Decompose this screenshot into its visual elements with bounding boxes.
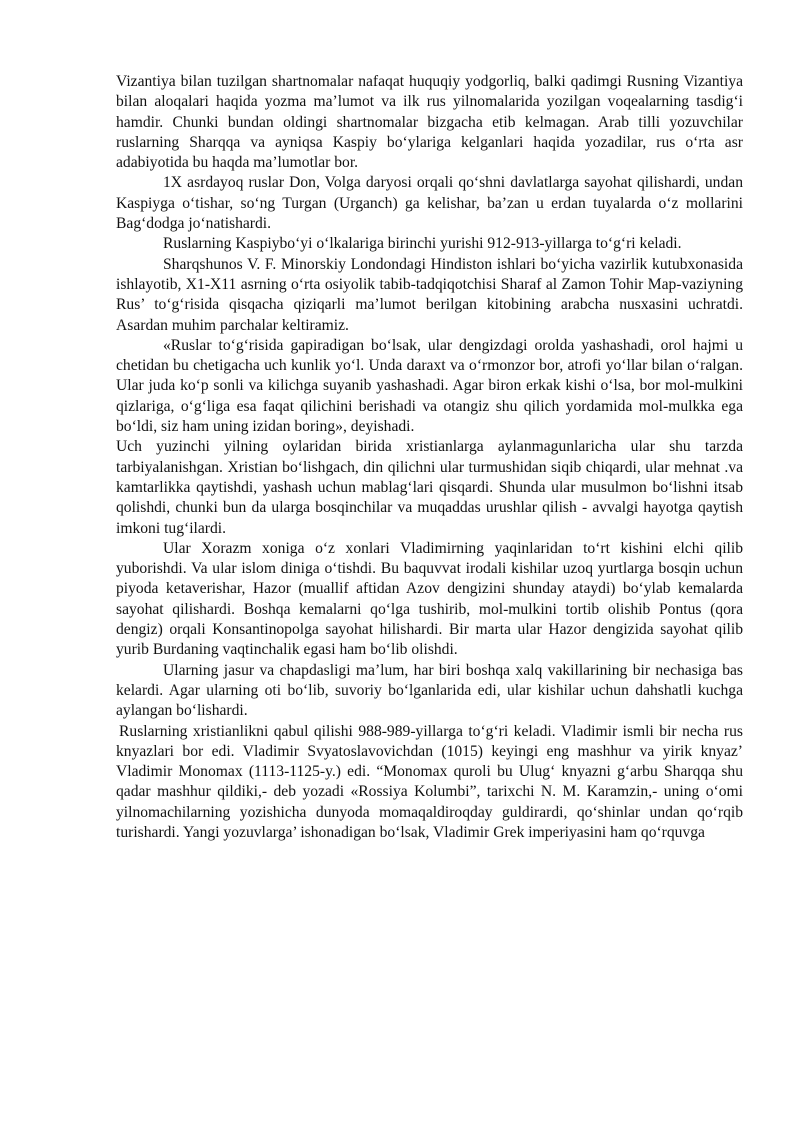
paragraph: Sharqshunos V. F. Minorskiy Londondagi Hindiston ishlari bo‘yicha vazirlik kutubxonasida ishlayotib, X1-X11 asrning o‘rta osiyolik tabib-tadqiqotchisi Sharaf al Zamon Tohir Map-vaziyning Rus’ to‘g‘risida qisqacha qiziqarli ma’lumot berilgan kitobining arabcha nusxasini uchratdi. Asardan muhim parchalar keltiramiz. [116,255,743,334]
paragraph: Ularning jasur va chapdasligi ma’lum, har biri boshqa xalq vakillarining bir nechasiga bas kelardi. Agar ularning oti bo‘lib, suvoriy bo‘lganlarida edi, ular kishilar uchun dahshatli kuchga aylangan bo‘lishardi. [116,661,743,720]
paragraph: Uch yuzinchi yilning oylaridan birida xristianlarga aylanmagunlaricha ular shu tarzda tarbiyalanishgan. Xristian bo‘lishgach, din qilichni ular turmushidan siqib chiqardi, ular mehnat .va kamtarlikka qaytishdi, yashash uchun mablag‘lari qisqardi. Shunda ular musulmon bo‘lishni itsab qolishdi, chunki bun da ularga bosqinchilar va muqaddas urushlar qilish - avvalgi hayotga qaytish imkoni tug‘ilardi. [116,438,743,537]
paragraph: 1X asrdayoq ruslar Don, Volga daryosi orqali qo‘shni davlatlarga sayohat qilishardi, undan Kaspiyga o‘tishar, so‘ng Turgan (Urganch) ga kelishar, ba’zan u erdan tuyalarda o‘z mollarini Bag‘dodga jo‘natishardi. [116,174,743,233]
paragraph: Ular Xorazm xoniga o‘z xonlari Vladimirning yaqinlaridan to‘rt kishini elchi qilib yuborishdi. Va ular islom diniga o‘tishdi. Bu baquvvat irodali kishilar uzoq yurtlarga bosqin uchun piyoda ketaverishar, Hazor (muallif aftidan Azov dengizini shunday ataydi) bo‘ylab kemalarda sayohat qilishardi. Boshqa kemalarni qo‘lga tushirib, mol-mulkini tortib olishib Pontus (qora dengiz) orqali Konsantinopolga sayohat hilishardi. Bir marta ular Hazor dengizida sayohat qilib yurib Burdaning vaqtinchalik egasi ham bo‘lib olishdi. [116,539,743,659]
paragraph: Ruslarning Kaspiybo‘yi o‘lkalariga birinchi yurishi 912-913-yillarga to‘g‘ri keladi. [163,235,682,253]
document-page [116,72,743,843]
paragraph: Ruslarning xristianlikni qabul qilishi 988-989-yillarga to‘g‘ri keladi. Vladimir ismli bir necha rus knyazlari bor edi. Vladimir Svyatoslavovichdan (1015) keyingi eng mashhur va yirik knyaz’ Vladimir Monomax (1113-1125-y.) edi. “Monomax quroli bu Ulug‘ knyazni g‘arbu Sharqqa shu qadar mashhur qildiki,- deb yozadi «Rossiya Kolumbi”, tarixchi N. M. Karamzin,- uning o‘omi yilnomachilarning yozishicha dunyoda momaqaldiroqday guldirardi, qo‘shinlar undan qo‘rqib turishardi. Yangi yozuvlarga’ ishonadigan bo‘lsak, Vladimir Grek imperiyasini ham qo‘rquvga [116,722,743,841]
paragraph: «Ruslar to‘g‘risida gapiradigan bo‘lsak, ular dengizdagi orolda yashashadi, orol hajmi u chetidan bu chetigacha uch kunlik yo‘l. Unda daraxt va o‘rmonzor bor, atrofi yo‘llar bilan o‘ralgan. Ular juda ko‘p sonli va kilichga suyanib yashashadi. Agar biron erkak kishi o‘lsa, bor mol-mulkini qizlariga, o‘g‘liga esa faqat qilichini berishadi va otangiz shu qilich yordamida mol-mulkka ega bo‘ldi, siz ham uning izidan boring», deyishadi. [116,336,743,436]
paragraph: Vizantiya bilan tuzilgan shartnomalar nafaqat huquqiy yodgorliq, balki qadimgi Rusning Vizantiya bilan aloqalari haqida yozma ma’lumot va ilk rus yilnomalarida yozilgan voqealarning tasdig‘i hamdir. Chunki bundan oldingi shartnomalar bizgacha etib kelmagan. Arab tilli yozuvchilar ruslarning Sharqqa va ayniqsa Kaspiy bo‘ylariga kelganlari haqida yozadilar, rus o‘rta asr adabiyotida bu haqda ma’lumotlar bor. [116,73,743,172]
